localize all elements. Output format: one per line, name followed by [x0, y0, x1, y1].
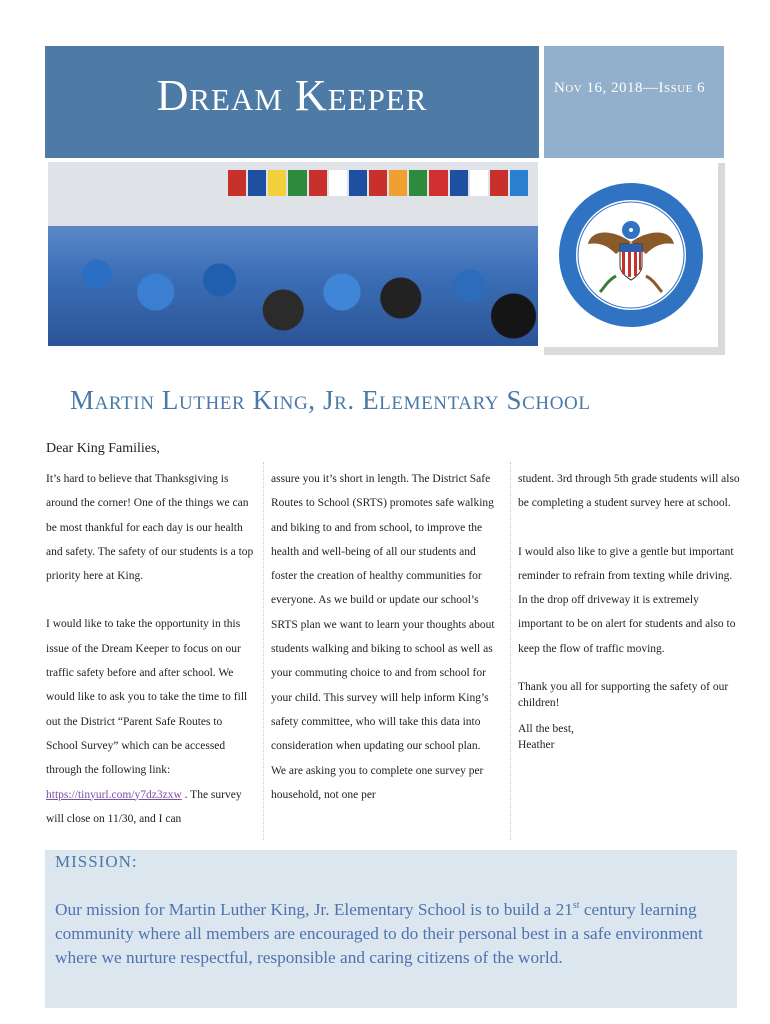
paragraph: Thank you all for supporting the safety of our children! [518, 681, 729, 710]
issue-box [544, 46, 724, 158]
newsletter-title: Dream Keeper [156, 71, 428, 120]
paragraph: assure you it’s short in length. The District Safe Routes to School (SRTS) promotes safe walking and biking to and from school, to improve the health and well-being of all our students and foster the creation of healthy communities for everyone. As we build or update our school’s SRTS plan we want to learn your thoughts about students walking and biking to school as well as your commuting choice to and from school for your child. This survey will help inform King’s safety committee, who will take this data into consideration when updating our school plan. We are asking you to complete one survey per household, not one per [271, 473, 495, 801]
signature: Heather [518, 739, 555, 752]
letter-column-3 [518, 467, 742, 753]
paragraph: student. 3rd through 5th grade students will also be completing a student survey here at school. [518, 473, 740, 510]
paragraph-text: I would like to take the opportunity in this issue of the Dream Keeper to focus on our traffic safety before and after school. We would like to ask you to take the time to fill out the District “Parent Safe Routes to School Survey” which can be accessed through the following link: [46, 618, 248, 777]
letter-greeting: Dear King Families, [46, 441, 160, 456]
paragraph-spacer [46, 588, 256, 612]
mission-box [45, 850, 737, 1008]
paragraph-spacer [518, 516, 742, 540]
paragraph-spacer [518, 661, 742, 679]
school-name-heading: Martin Luther King, Jr. Elementary School [70, 385, 591, 415]
column-divider [263, 462, 264, 840]
column-divider [510, 462, 511, 840]
mission-text [55, 894, 725, 970]
closing: All the best, [518, 723, 574, 736]
flags-row [228, 170, 528, 196]
paragraph-text: . The survey will close on 11/30, and I can [46, 788, 242, 825]
paragraph [46, 612, 256, 831]
letter-column-2 [271, 467, 497, 807]
audience [48, 226, 538, 346]
blue-ribbon-seal-icon [556, 180, 706, 330]
paragraph-spacer [518, 711, 742, 721]
paragraph: I would also like to give a gentle but important reminder to refrain from texting while driving. In the drop off driveway it is extremely important to be on alert for students and also to keep the flow of traffic moving. [518, 545, 736, 655]
assembly-photo [48, 162, 538, 346]
survey-link[interactable]: https://tinyurl.com/y7dz3zxw [46, 788, 182, 801]
mission-text-start: Our mission for Martin Luther King, Jr. Elementary School is to build a 21 [55, 899, 573, 919]
mission-title: MISSION: [55, 852, 138, 871]
issue-date: Nov 16, 2018—Issue 6 [554, 80, 706, 96]
seal-frame [544, 163, 725, 355]
letter-column-1 [46, 467, 256, 831]
mission-text-end: century learning community where all members are encouraged to do their personal best in a safe environment where we nurture respectful, responsible and caring citizens of the world. [55, 899, 703, 967]
masthead-banner [45, 46, 539, 158]
seal-container [544, 163, 718, 347]
paragraph: It’s hard to believe that Thanksgiving is around the corner! One of the things we can be most thankful for each day is our health and safety. The safety of our students is a top priority here at King. [46, 473, 254, 583]
mission-superscript: st [572, 900, 580, 911]
